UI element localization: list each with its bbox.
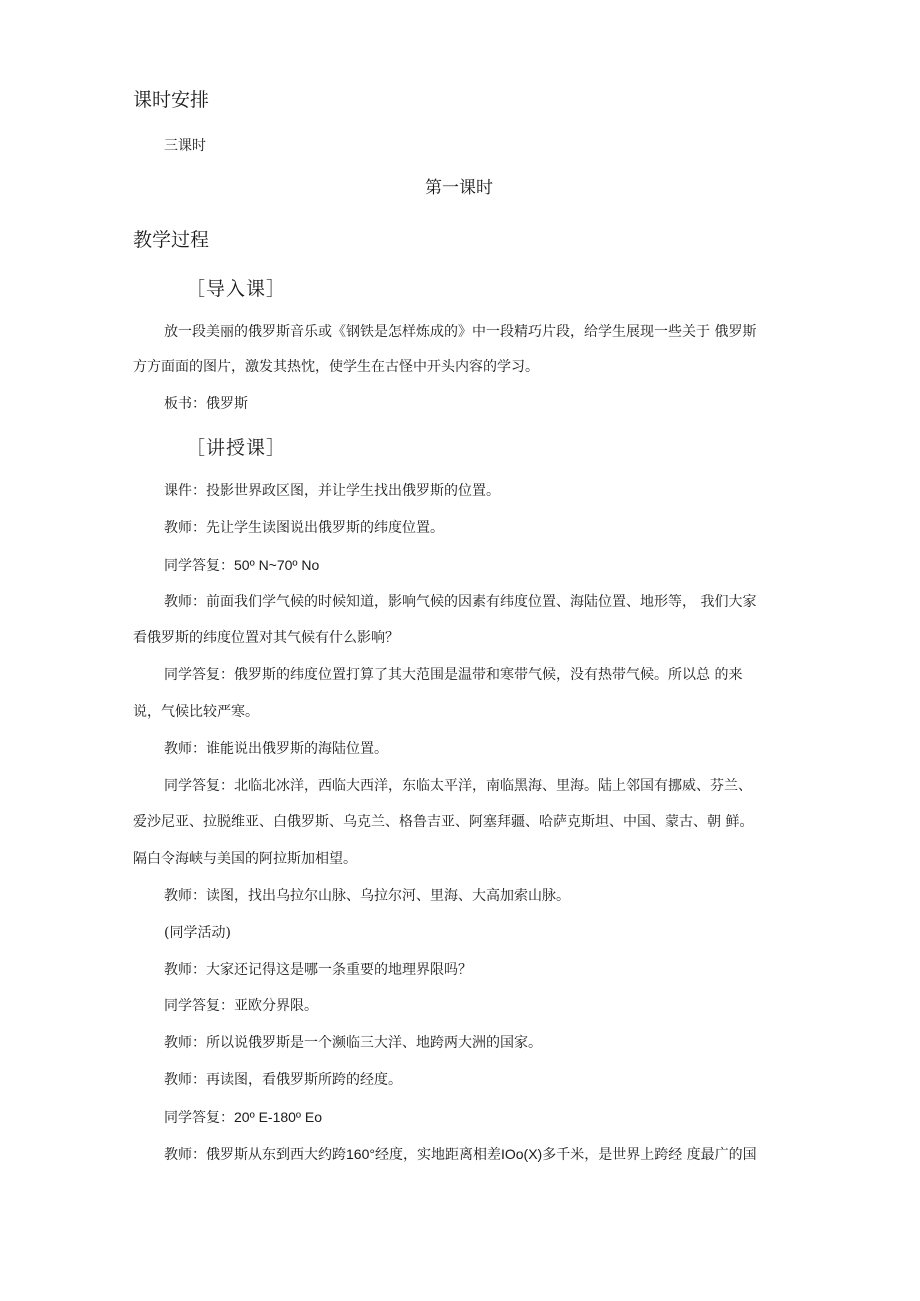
student-1-prefix: 同学答复： [164,558,234,574]
teacher-8-part-b: 经度，实地距离相差 [374,1147,501,1163]
student-line-2a: 同学答复：俄罗斯的纬度位置打算了其大范围是温带和寒带气候，没有热带气候。所以总 的来 [164,667,743,683]
latitude-range: 50º N~70º No [234,557,320,573]
teacher-line-5: 教师：大家还记得这是哪一条重要的地理界限吗？ [164,962,472,978]
teacher-line-7: 教师：再读图，看俄罗斯所跨的经度。 [164,1072,402,1088]
degree-span: 160° [346,1146,375,1162]
process-title: 教学过程 [133,229,210,251]
distance-value: IOo(X) [500,1146,543,1162]
teacher-line-4: 教师：读图，找出乌拉尔山脉、乌拉尔河、里海、大高加索山脉。 [164,888,570,904]
activity-note: (同学活动) [164,925,231,941]
student-line-2b: 说，气候比较严寒。 [133,704,259,720]
teacher-line-2a: 教师：前面我们学气候的时候知道，影响气候的因素有纬度位置、海陆位置、地形等， 我们大家 [164,594,757,610]
lecture-heading: ［讲授课］ [186,437,287,459]
lesson-count: 三课时 [164,138,206,154]
teacher-8-part-c: 多千米，是世界上跨经 度最广的国 [542,1147,757,1163]
section-title: 课时安排 [133,89,210,111]
teacher-line-6: 教师：所以说俄罗斯是一个濒临三大洋、地跨两大洲的国家。 [164,1035,542,1051]
board-writing: 板书：俄罗斯 [164,396,248,412]
student-line-3c: 隔白令海峡与美国的阿拉斯加相望。 [133,851,357,867]
teacher-line-3: 教师：谁能说出俄罗斯的海陆位置。 [164,741,388,757]
intro-paragraph-line-1: 放一段美丽的俄罗斯音乐或《钢铁是怎样炼成的》中一段精巧片段，给学生展现一些关于 俄罗斯 [164,324,757,340]
longitude-range: 20º E-180º Eo [234,1109,323,1125]
teacher-line-1: 教师：先让学生读图说出俄罗斯的纬度位置。 [164,520,444,536]
courseware-line: 课件：投影世界政区图，并让学生找出俄罗斯的位置。 [164,483,500,499]
teacher-line-8 [164,1144,757,1165]
student-line-3b: 爱沙尼亚、拉脱维亚、白俄罗斯、乌克兰、格鲁吉亚、阿塞拜疆、哈萨克斯坦、中国、蒙古、朝 鲜。 [133,814,754,830]
student-line-7 [164,1107,322,1128]
lesson-heading: 第一课时 [425,178,493,198]
teacher-line-2b: 看俄罗斯的纬度位置对其气候有什么影响？ [133,630,399,646]
student-line-5: 同学答复：亚欧分界限。 [164,998,318,1014]
intro-paragraph-line-2: 方方面面的图片，激发其热忱，使学生在古怪中开头内容的学习。 [133,359,539,375]
student-7-prefix: 同学答复： [164,1110,234,1126]
student-line-3a: 同学答复：北临北冰洋，西临大西洋，东临太平洋，南临黑海、里海。陆上邻国有挪威、芬兰、 [164,778,752,794]
intro-heading: ［导入课］ [186,278,287,300]
teacher-8-part-a: 教师：俄罗斯从东到西大约跨 [164,1147,346,1163]
student-line-1 [164,555,319,576]
